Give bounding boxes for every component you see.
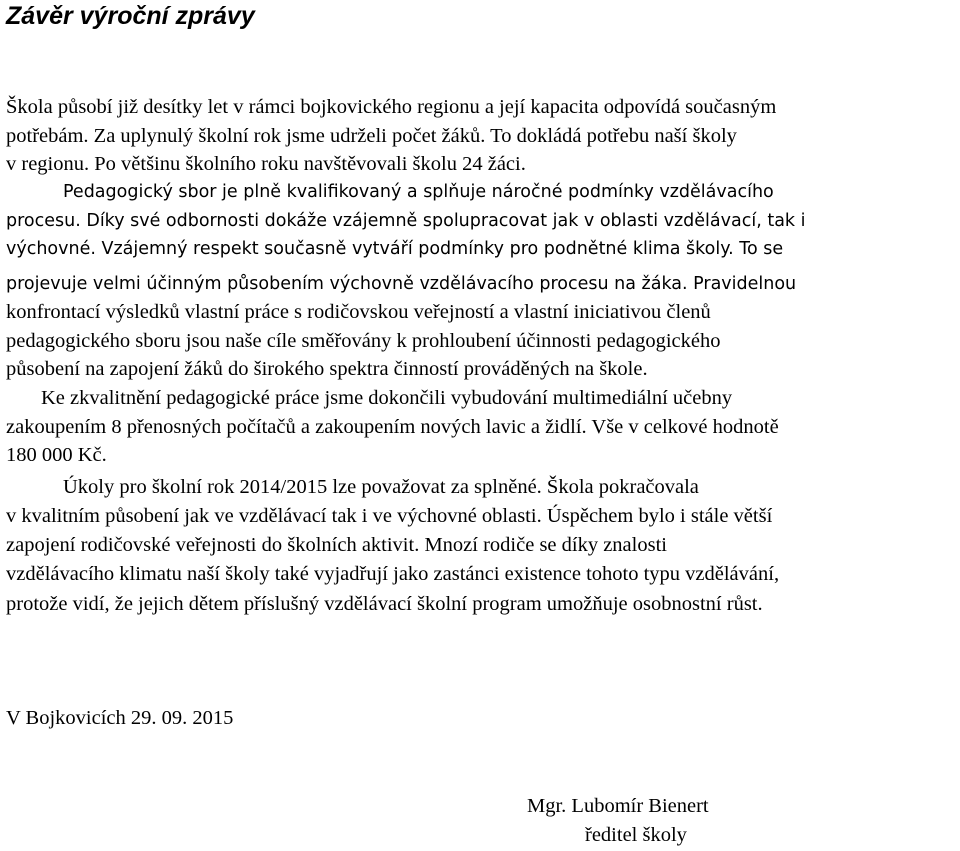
body-line-11: Ke zkvalitnění pedagogické práce jsme dokončili vybudování multimediální učebny	[41, 387, 733, 409]
document-title: Závěr výroční zprávy	[6, 2, 255, 30]
place-date: V Bojkovicích 29. 09. 2015	[6, 707, 234, 729]
body-line-15: v kvalitním působení jak ve vzdělávací tak i ve výchovné oblasti. Úspěchem bylo i stále větší	[6, 505, 773, 527]
body-line-6: výchovné. Vzájemný respekt současně vytváří podmínky pro podnětné klima školy. To se	[6, 239, 784, 259]
body-line-1: Škola působí již desítky let v rámci bojkovického regionu a její kapacita odpovídá současným	[6, 96, 777, 118]
body-line-4: Pedagogický sbor je plně kvalifikovaný a splňuje náročné podmínky vzdělávacího	[63, 182, 774, 202]
body-line-12: zakoupením 8 přenosných počítačů a zakoupením nových lavic a židlí. Vše v celkové hodnotě	[6, 416, 779, 438]
body-line-2: potřebám. Za uplynulý školní rok jsme udrželi počet žáků. To dokládá potřebu naší školy	[6, 125, 737, 147]
body-line-8: konfrontací výsledků vlastní práce s rodičovskou veřejností a vlastní iniciativou členů	[6, 301, 711, 323]
body-line-16: zapojení rodičovské veřejnosti do školních aktivit. Mnozí rodiče se díky znalosti	[6, 534, 667, 556]
body-line-18: protože vidí, že jejich dětem příslušný vzdělávací školní program umožňuje osobnostní růst.	[6, 593, 763, 615]
body-line-9: pedagogického sboru jsou naše cíle směřovány k prohloubení účinnosti pedagogického	[6, 330, 721, 352]
signature-name: Mgr. Lubomír Bienert	[527, 795, 709, 817]
body-line-13: 180 000 Kč.	[6, 444, 107, 466]
body-line-7: projevuje velmi účinným působením výchovně vzdělávacího procesu na žáka. Pravidelnou	[6, 274, 797, 294]
body-line-10: působení na zapojení žáků do širokého spektra činností prováděných na škole.	[6, 358, 648, 380]
body-line-14: Úkoly pro školní rok 2014/2015 lze považovat za splněné. Škola pokračovala	[63, 476, 699, 498]
signature-role: ředitel školy	[585, 824, 687, 846]
body-line-5: procesu. Díky své odbornosti dokáže vzájemně spolupracovat jak v oblasti vzdělávací, tak i	[6, 211, 806, 231]
body-line-3: v regionu. Po většinu školního roku navštěvovali školu 24 žáci.	[6, 153, 526, 175]
body-line-17: vzdělávacího klimatu naší školy také vyjadřují jako zastánci existence tohoto typu vzdělávání,	[6, 563, 780, 585]
